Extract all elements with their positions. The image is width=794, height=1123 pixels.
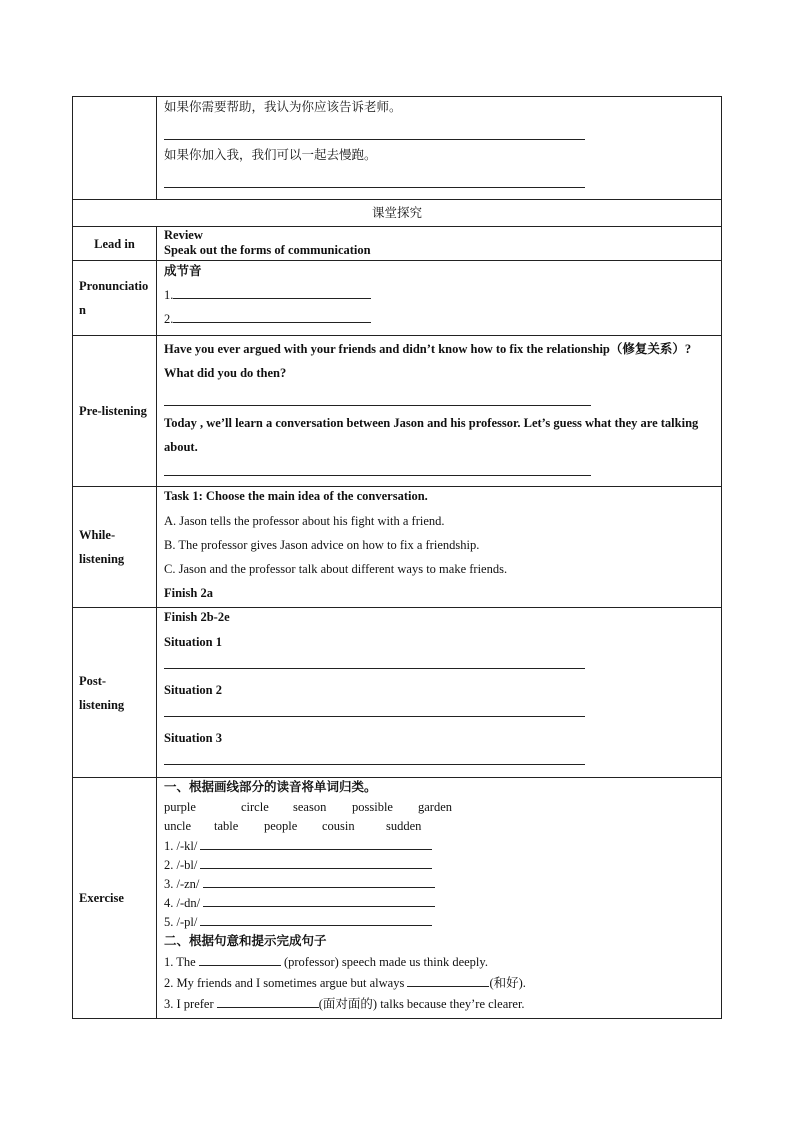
pre-listening-content (157, 336, 722, 487)
sound-3: 3. /-zn/ (164, 877, 200, 891)
situation-2: Situation 2 (164, 683, 223, 697)
answer-line[interactable] (164, 459, 591, 476)
sentence-3-end: (面对面的) talks because they’re clearer. (318, 997, 525, 1011)
answer-line[interactable] (199, 952, 281, 966)
answer-line[interactable] (203, 893, 435, 907)
pre-listening-prompt: Today , we’ll learn a conversation between Jason and his professor. Let’s guess what they are talking about. (164, 416, 699, 454)
sentence-3-start: 3. I prefer (164, 997, 214, 1011)
answer-line[interactable] (203, 874, 435, 888)
finish-2b-2e: Finish 2b-2e (164, 610, 230, 624)
sound-1: 1. /-kl/ (164, 839, 198, 853)
pre-listening-question: Have you ever argued with your friends and didn’t know how to fix the relationship（修复关系）? What did you do then? (164, 342, 692, 380)
sound-5: 5. /-pl/ (164, 915, 198, 929)
exercise-part1-title: 一、根据画线部分的读音将单词归类。 (164, 780, 377, 794)
sound-4: 4. /-dn/ (164, 896, 201, 910)
option-c[interactable]: C. Jason and the professor talk about different ways to make friends. (164, 562, 508, 576)
word: uncle (164, 819, 192, 833)
pre-listening-row (73, 336, 722, 487)
pronunciation-content (157, 261, 722, 336)
pronunciation-item-2: 2. (164, 312, 174, 326)
word: possible (352, 800, 393, 814)
lead-in-row (73, 227, 722, 261)
word: cousin (322, 819, 355, 833)
word: purple (164, 800, 196, 814)
situation-3: Situation 3 (164, 731, 223, 745)
answer-line[interactable] (200, 912, 432, 926)
pronunciation-item-1: 1. (164, 288, 174, 302)
situation-1: Situation 1 (164, 635, 223, 649)
pronunciation-label: Pronunciation (73, 261, 157, 336)
sentence-1-end: (professor) speech made us think deeply. (283, 955, 488, 969)
lesson-table (72, 96, 722, 1019)
exercise-part2-title: 二、根据句意和提示完成句子 (164, 934, 327, 948)
carryover-label-cell (73, 97, 157, 200)
word: people (264, 819, 298, 833)
word: garden (418, 800, 453, 814)
lead-in-content (157, 227, 722, 261)
word-row-1 (164, 798, 715, 817)
sentence-2-start: 2. My friends and I sometimes argue but always (164, 976, 405, 990)
section-title-row (73, 200, 722, 227)
while-listening-row (73, 487, 722, 608)
sentence-2-end: (和好). (489, 976, 526, 990)
exercise-content (157, 778, 722, 1019)
answer-line[interactable] (164, 167, 585, 188)
answer-line[interactable] (164, 654, 585, 669)
finish-2a: Finish 2a (164, 586, 213, 600)
word-row-2 (164, 817, 715, 836)
word: sudden (386, 819, 422, 833)
sentence-1-start: 1. The (164, 955, 196, 969)
post-listening-label: Post-listening (73, 608, 157, 778)
answer-line[interactable] (173, 309, 371, 323)
post-listening-row (73, 608, 722, 778)
pronunciation-row (73, 261, 722, 336)
word: season (293, 800, 327, 814)
answer-line[interactable] (164, 119, 585, 140)
carryover-content (157, 97, 722, 200)
pronunciation-heading: 成节音 (164, 264, 202, 278)
answer-line[interactable] (200, 836, 432, 850)
section-title: 课堂探究 (73, 200, 722, 227)
word: circle (241, 800, 269, 814)
answer-line[interactable] (164, 702, 585, 717)
carryover-sentence-1: 如果你需要帮助，我认为你应该告诉老师。 (164, 100, 402, 114)
answer-line[interactable] (164, 750, 585, 765)
while-listening-label: While-listening (73, 487, 157, 608)
answer-line[interactable] (173, 285, 371, 299)
option-a[interactable]: A. Jason tells the professor about his fight with a friend. (164, 514, 445, 528)
post-listening-content (157, 608, 722, 778)
while-listening-task: Task 1: Choose the main idea of the conversation. (164, 489, 428, 503)
sound-2: 2. /-bl/ (164, 858, 198, 872)
answer-line[interactable] (217, 994, 319, 1008)
answer-line[interactable] (200, 855, 432, 869)
exercise-label: Exercise (73, 778, 157, 1019)
lead-in-line-2: Speak out the forms of communication (164, 243, 371, 257)
pre-listening-label: Pre-listening (73, 336, 157, 487)
lead-in-line-1: Review (164, 228, 203, 242)
answer-line[interactable] (407, 973, 489, 987)
lead-in-label: Lead in (73, 227, 157, 261)
answer-line[interactable] (164, 385, 591, 406)
exercise-row (73, 778, 722, 1019)
carryover-sentence-2: 如果你加入我，我们可以一起去慢跑。 (164, 148, 377, 162)
option-b[interactable]: B. The professor gives Jason advice on how to fix a friendship. (164, 538, 480, 552)
carryover-row (73, 97, 722, 200)
word: table (214, 819, 239, 833)
while-listening-content (157, 487, 722, 608)
